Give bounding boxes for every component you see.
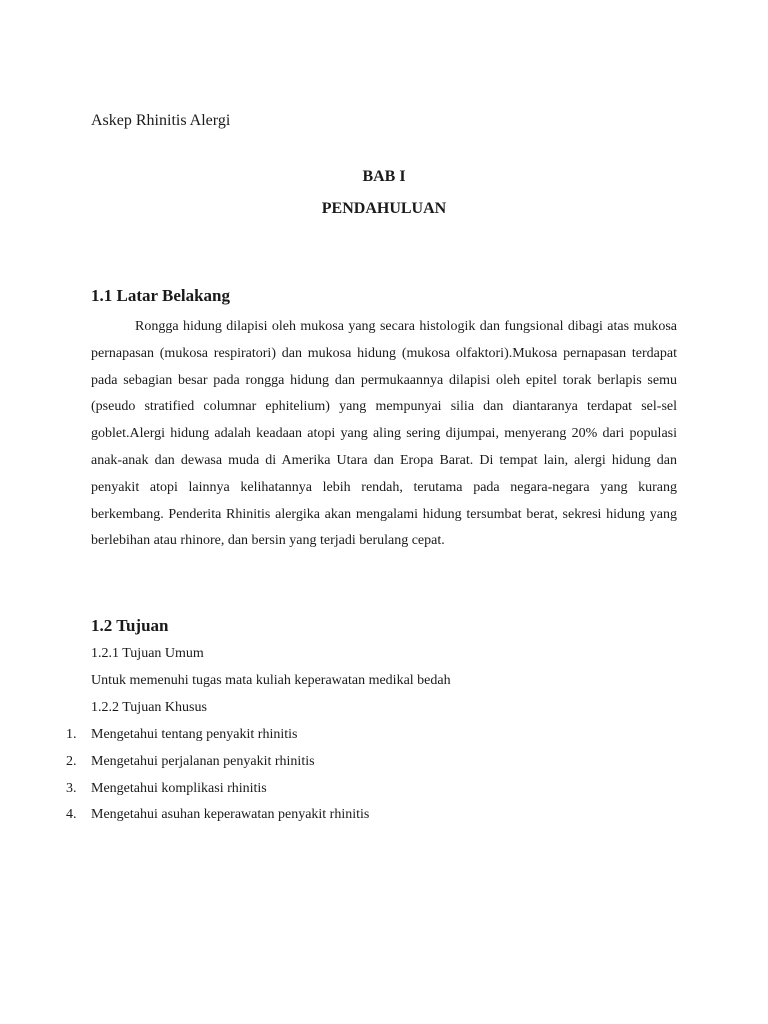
list-item-text: Mengetahui tentang penyakit rhinitis: [91, 727, 298, 742]
list-item-number: 4.: [66, 807, 77, 823]
list-item-number: 3.: [66, 780, 77, 796]
section-heading-tujuan: 1.2 Tujuan: [91, 616, 169, 635]
list-item-number: 1.: [66, 727, 77, 742]
subheading-tujuan-khusus: 1.2.2 Tujuan Khusus: [91, 700, 207, 715]
chapter-title: PENDAHULUAN: [321, 200, 447, 217]
document-title: Askep Rhinitis Alergi: [91, 112, 231, 129]
list-item-text: Mengetahui komplikasi rhinitis: [91, 780, 267, 796]
section-heading-latar-belakang: 1.1 Latar Belakang: [91, 286, 231, 305]
subheading-tujuan-umum: 1.2.1 Tujuan Umum: [91, 646, 204, 661]
paragraph-latar-belakang: Rongga hidung dilapisi oleh mukosa yang secara histologik dan fungsional dibagi atas mukosa pernapasan (mukosa respiratori) dan mukosa hidung (mukosa olfaktori).Mukosa pernapasan terdapat pada sebagian besar pada rongga hidung dan permukaannya dilapisi oleh epitel torak berlapis semu (pseudo stratified columnar ephitelium) yang mempunyai silia dan diantaranya terdapat sel-sel goblet.Alergi hidung adalah keadaan atopi yang aling sering dijumpai, menyerang 20% dari populasi anak-anak dan dewasa muda di Amerika Utara dan Eropa Barat. Di tempat lain, alergi hidung dan penyakit atopi lainnya kelihatannya lebih rendah, terutama pada negara-negara yang kurang berkembang. Penderita Rhinitis alergika akan mengalami hidung tersumbat berat, sekresi hidung yang berlebihan atau rhinore, dan bersin yang terjadi berulang cepat.: [91, 319, 677, 549]
list-item-number: 2.: [66, 753, 77, 769]
list-item-text: Mengetahui perjalanan penyakit rhinitis: [91, 753, 315, 769]
list-item-text: Mengetahui asuhan keperawatan penyakit rhinitis: [91, 807, 370, 823]
paragraph-tujuan-umum: Untuk memenuhi tugas mata kuliah keperawatan medikal bedah: [91, 673, 451, 688]
chapter-number: BAB I: [362, 168, 406, 185]
